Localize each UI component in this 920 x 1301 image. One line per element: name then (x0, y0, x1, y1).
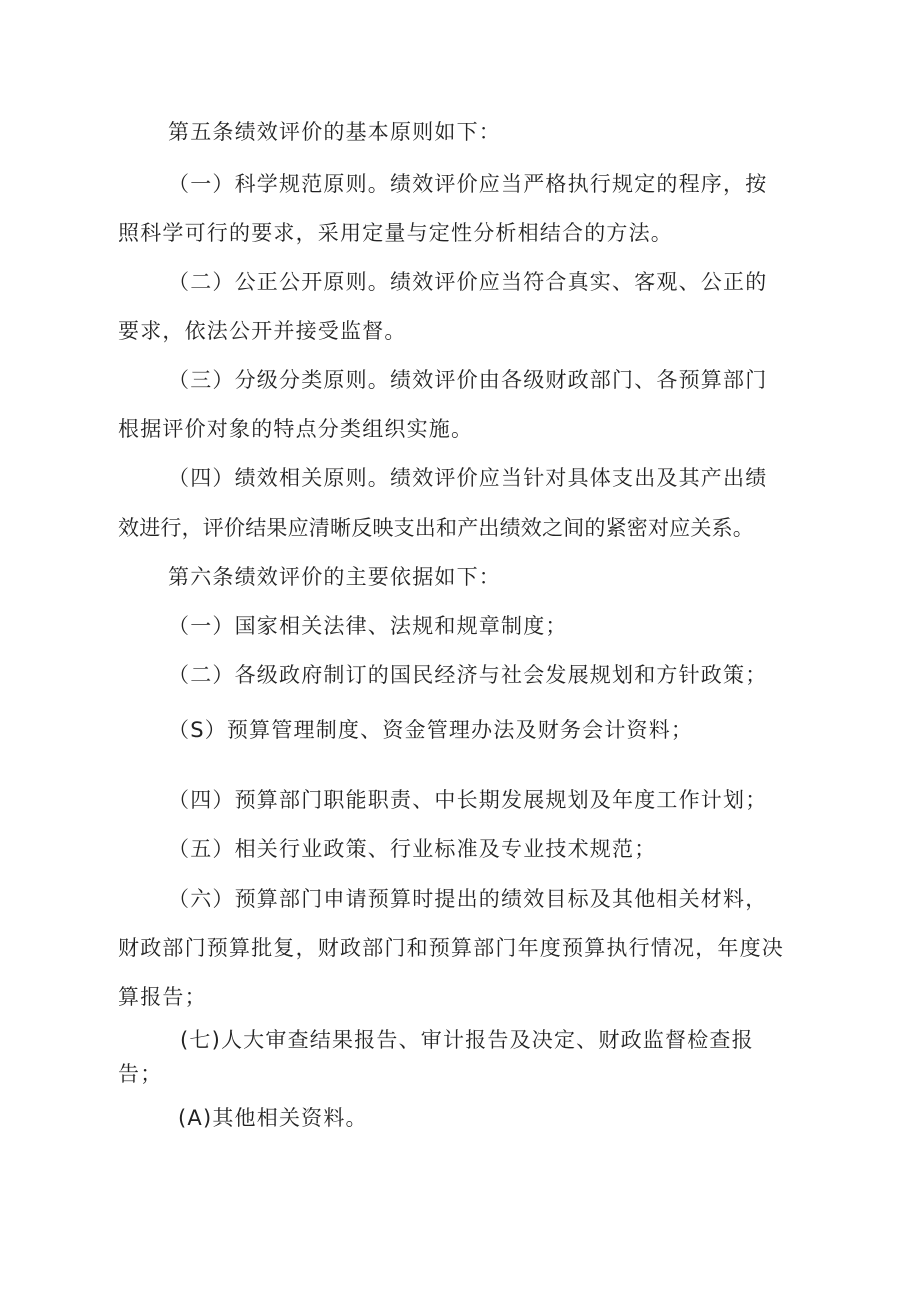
paragraph-line: 算报告； (118, 985, 207, 1009)
list-item: (A)其他相关资料。 (178, 1106, 368, 1130)
paragraph-line: （一）科学规范原则。绩效评价应当严格执行规定的程序，按 (168, 172, 768, 196)
list-item: （一）国家相关法律、法规和规章制度； (168, 614, 568, 638)
list-item: （S）预算管理制度、资金管理办法及财务会计资料； (168, 718, 694, 742)
list-item: （五）相关行业政策、行业标准及专业技术规范； (168, 837, 657, 861)
paragraph-line: 要求，依法公开并接受监督。 (118, 319, 407, 343)
paragraph-line: 效进行，评价结果应清晰反映支出和产出绩效之间的紧密对应关系。 (118, 516, 754, 540)
paragraph-line: 告； (118, 1062, 163, 1086)
paragraph-line: （四）绩效相关原则。绩效评价应当针对具体支出及其产出绩 (168, 466, 768, 490)
paragraph-line: 根据评价对象的特点分类组织实施。 (118, 417, 474, 441)
list-item: （二）各级政府制订的国民经济与社会发展规划和方针政策； (168, 663, 768, 687)
article-6-heading: 第六条绩效评价的主要依据如下： (168, 565, 501, 589)
article-5-heading: 第五条绩效评价的基本原则如下： (168, 120, 501, 144)
list-item: （四）预算部门职能职责、中长期发展规划及年度工作计划； (168, 788, 768, 812)
list-item: （六）预算部门申请预算时提出的绩效目标及其他相关材料， (168, 887, 768, 911)
paragraph-line: 财政部门预算批复，财政部门和预算部门年度预算执行情况，年度决 (118, 936, 784, 960)
paragraph-line: 照科学可行的要求，采用定量与定性分析相结合的方法。 (118, 221, 673, 245)
paragraph-line: （二）公正公开原则。绩效评价应当符合真实、客观、公正的 (168, 270, 768, 294)
paragraph-line: （三）分级分类原则。绩效评价由各级财政部门、各预算部门 (168, 368, 768, 392)
list-item: (七)人大审查结果报告、审计报告及决定、财政监督检查报 (180, 1028, 754, 1052)
